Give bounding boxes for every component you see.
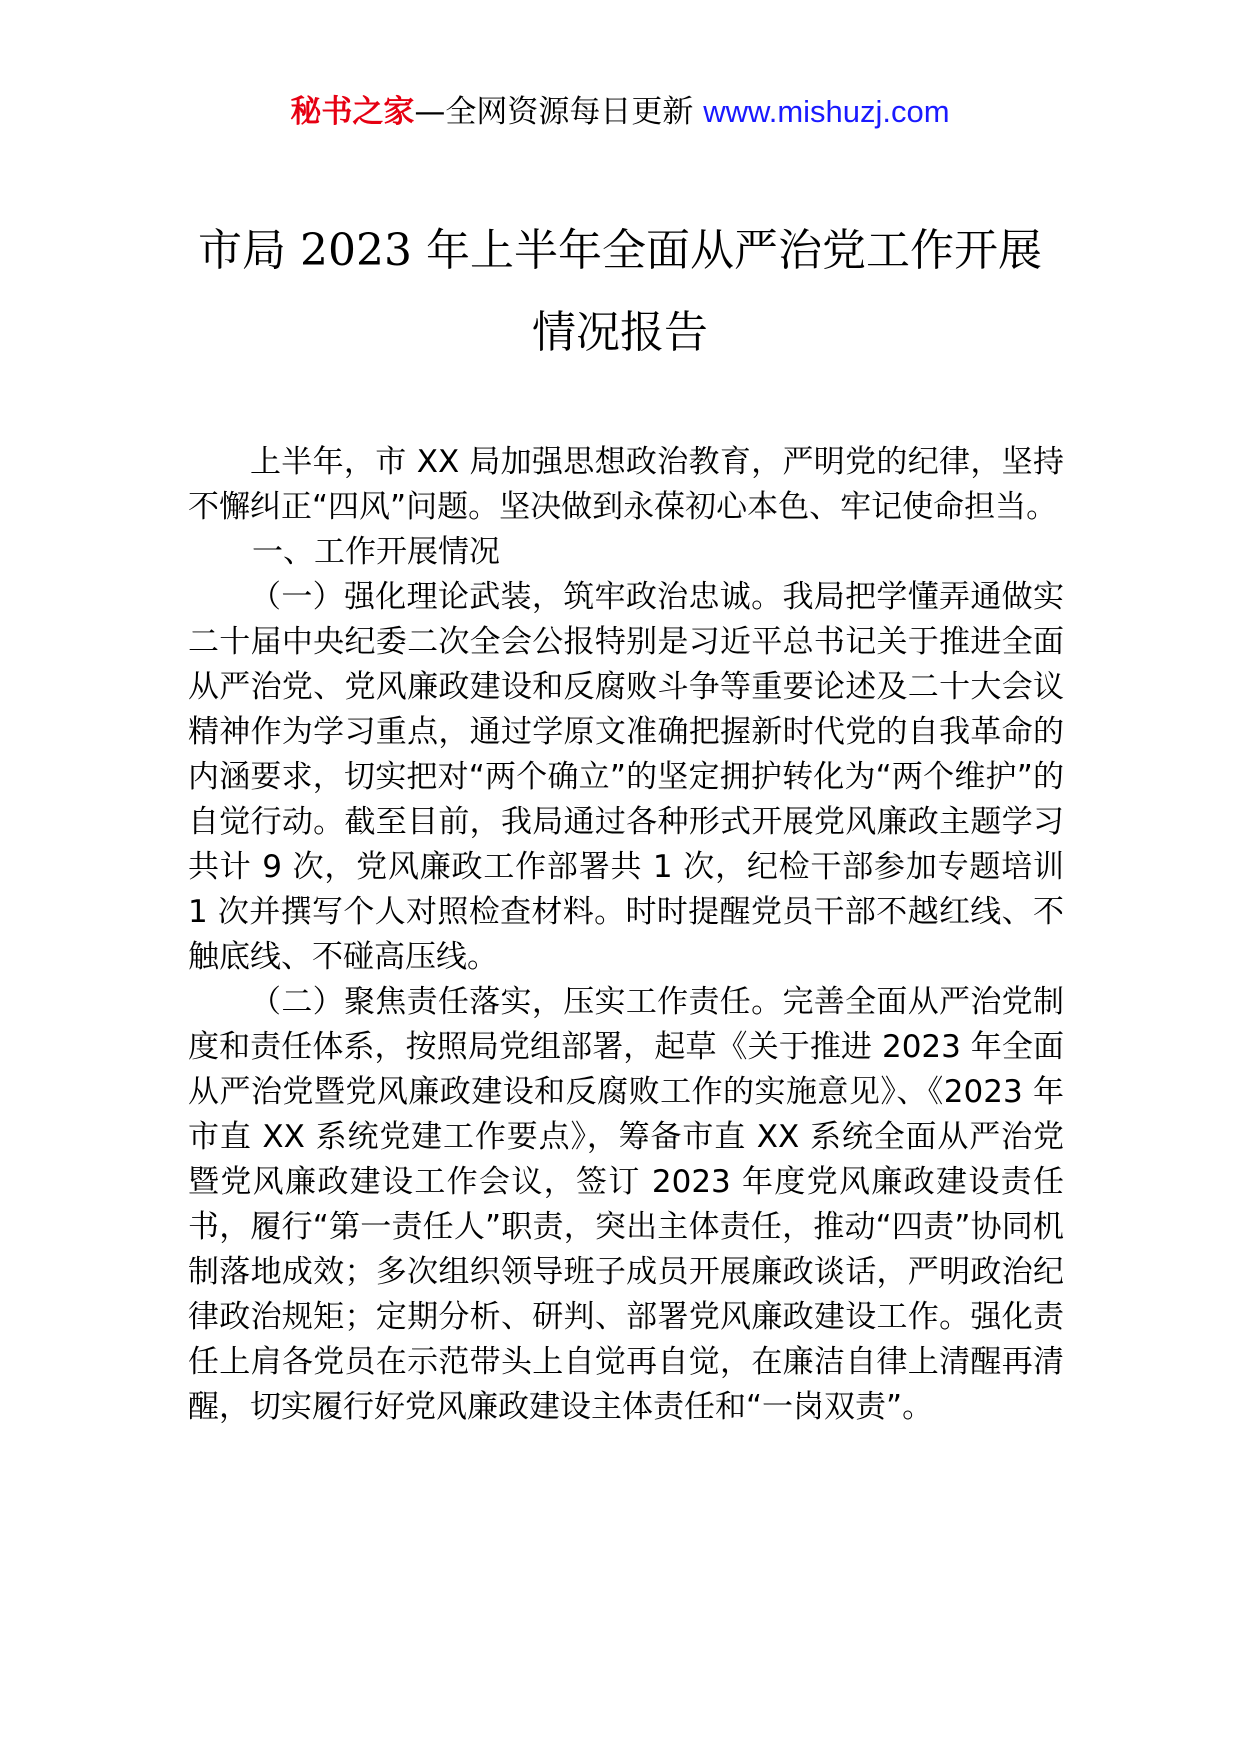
title-line-1: 市局 2023 年上半年全面从严治党工作开展 — [198, 225, 1042, 276]
title-line-2: 情况报告 — [532, 307, 708, 358]
item-2-paragraph: （二）聚焦责任落实，压实工作责任。完善全面从严治党制度和责任体系，按照局党组部署，起草《关于推进 2023 年全面从严治党暨党风廉政建设和反腐败工作的实施意见》、《2023 年市直 XX 系统党建工作要点》，筹备市直 XX 系统全面从严治党暨党风廉政建设工作会议，签订 2023 年度党风廉政建设责任书，履行“第一责任人”职责，突出主体责任，推动“四责”协同机制落地成效；多次组织领导班子成员开展廉政谈话，严明政治纪律政治规矩；定期分析、研判、部署党风廉政建设工作。强化责任上肩各党员在示范带头上自觉再自觉，在廉洁自律上清醒再清醒，切实履行好党风廉政建设主体责任和“一岗双责”。 — [188, 984, 1064, 1425]
document-body — [188, 440, 1064, 1430]
brand-name: 秘书之家 — [290, 94, 415, 130]
section-heading: 一、工作开展情况 — [252, 534, 500, 570]
intro-paragraph: 上半年，市 XX 局加强思想政治教育，严明党的纪律，坚持不懈纠正“四风”问题。坚决做到永葆初心本色、牢记使命担当。 — [188, 444, 1064, 525]
site-header — [0, 92, 1240, 132]
header-tagline: —全网资源每日更新 — [414, 94, 704, 130]
document-title — [150, 210, 1090, 374]
item-1-paragraph: （一）强化理论武装，筑牢政治忠诚。我局把学懂弄通做实二十届中央纪委二次全会公报特别是习近平总书记关于推进全面从严治党、党风廉政建设和反腐败斗争等重要论述及二十大会议精神作为学习重点，通过学原文准确把握新时代党的自我革命的内涵要求，切实把对“两个确立”的坚定拥护转化为“两个维护”的自觉行动。截至目前，我局通过各种形式开展党风廉政主题学习共计 9 次，党风廉政工作部署共 1 次，纪检干部参加专题培训 1 次并撰写个人对照检查材料。时时提醒党员干部不越红线、不触底线、不碰高压线。 — [188, 579, 1064, 975]
site-url-link[interactable]: www.mishuzj.com — [703, 94, 950, 129]
